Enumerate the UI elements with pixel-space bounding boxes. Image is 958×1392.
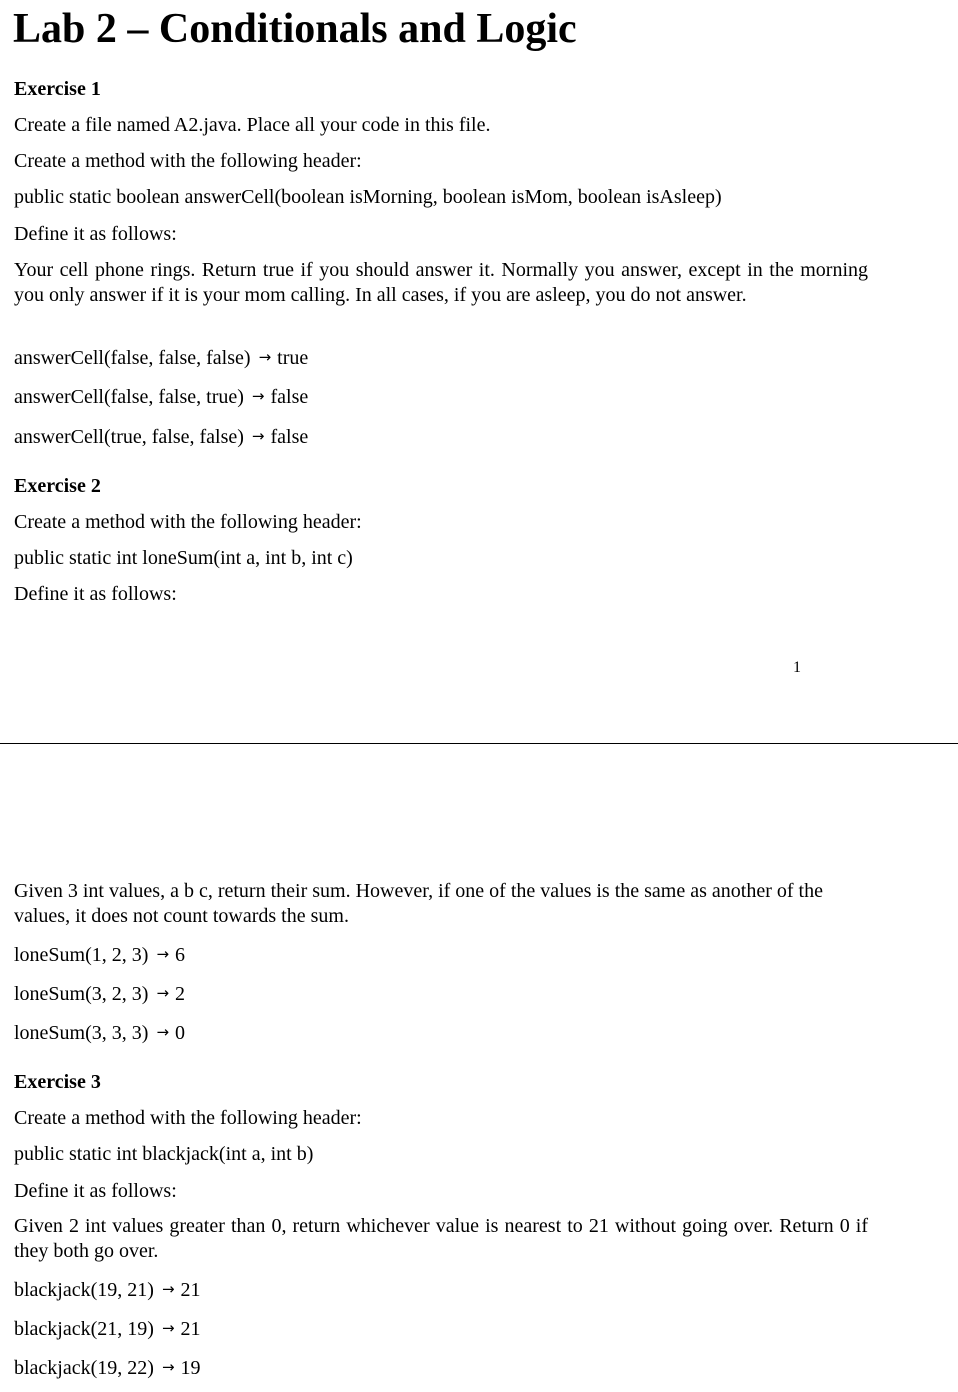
example-result: 0 [175,1022,186,1044]
exercise-2-example [14,982,185,1007]
example-call: blackjack(19, 22) [14,1357,154,1379]
example-result: 6 [175,944,186,966]
exercise-2-heading: Exercise 2 [14,475,101,497]
arrow-icon: → [156,984,170,1002]
exercise-1-heading: Exercise 1 [14,78,101,100]
exercise-2-description: Given 3 int values, a b c, return their sum. However, if one of the values is the same as another of the values, it does not count towards the sum. [14,880,823,927]
exercise-2-example [14,1021,185,1046]
document-title: Lab 2 – Conditionals and Logic [13,6,577,52]
arrow-icon: → [251,387,265,405]
example-call: answerCell(false, false, true) [14,386,244,408]
exercise-3-method-header: public static int blackjack(int a, int b) [14,1143,314,1165]
exercise-3-heading: Exercise 3 [14,1071,101,1093]
exercise-2-example [14,943,185,968]
exercise-3-example [14,1278,201,1303]
example-call: loneSum(3, 3, 3) [14,1022,149,1044]
example-result: 19 [180,1357,201,1379]
page-2 [0,746,958,1392]
example-call: loneSum(1, 2, 3) [14,944,149,966]
exercise-3-define-label: Define it as follows: [14,1180,177,1202]
example-call: answerCell(true, false, false) [14,426,244,448]
arrow-icon: → [258,348,272,366]
exercise-1-example [14,346,308,371]
exercise-1-example [14,425,308,450]
exercise-1-define-label: Define it as follows: [14,223,177,245]
exercise-2-method-header: public static int loneSum(int a, int b, int c) [14,547,353,569]
example-result: false [270,426,309,448]
exercise-2-method-instruction: Create a method with the following header: [14,511,362,533]
example-call: blackjack(19, 21) [14,1279,154,1301]
example-result: 2 [175,983,186,1005]
exercise-1-example [14,385,308,410]
exercise-1-method-instruction: Create a method with the following header: [14,150,362,172]
arrow-icon: → [161,1319,175,1337]
page-number: 1 [793,659,801,676]
example-result: true [277,347,309,369]
arrow-icon: → [156,945,170,963]
arrow-icon: → [156,1023,170,1041]
example-result: 21 [180,1318,201,1340]
exercise-3-example [14,1356,201,1381]
exercise-3-example [14,1317,201,1342]
exercise-2-define-label: Define it as follows: [14,583,177,605]
exercise-3-method-instruction: Create a method with the following header: [14,1107,362,1129]
example-call: blackjack(21, 19) [14,1318,154,1340]
example-call: loneSum(3, 2, 3) [14,983,149,1005]
example-result: 21 [180,1279,201,1301]
exercise-1-method-header: public static boolean answerCell(boolean isMorning, boolean isMom, boolean isAsleep) [14,186,722,208]
example-call: answerCell(false, false, false) [14,347,251,369]
exercise-3-description: Given 2 int values greater than 0, return whichever value is nearest to 21 without going over. Return 0 if they both go over. [14,1215,868,1262]
arrow-icon: → [251,427,265,445]
exercise-1-description: Your cell phone rings. Return true if you should answer it. Normally you answer, except in the morning you only answer if it is your mom calling. In all cases, if you are asleep, you do not answer. [14,259,868,306]
page-divider [0,743,958,744]
exercise-1-file-instruction: Create a file named A2.java. Place all your code in this file. [14,114,491,136]
example-result: false [270,386,309,408]
arrow-icon: → [161,1280,175,1298]
arrow-icon: → [161,1358,175,1376]
